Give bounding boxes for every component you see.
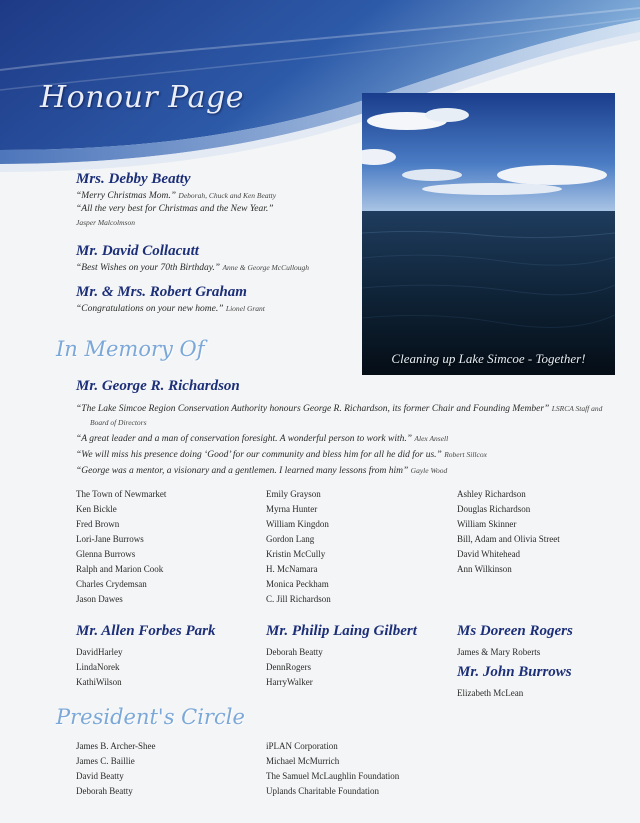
memorial-john-burrows [457, 663, 572, 701]
donor-name: KathiWilson [76, 677, 122, 687]
memorial-name: Ms Doreen Rogers [457, 623, 573, 639]
donor-name: Jason Dawes [76, 594, 123, 604]
donor-name: HarryWalker [266, 677, 313, 687]
memorial-allen-forbes-park [76, 622, 215, 690]
donor-name: Charles Crydemsan [76, 579, 147, 589]
message-text: “Best Wishes on your 70th Birthday.” [76, 263, 221, 273]
donor-name: The Town of Newmarket [76, 489, 167, 499]
donor-name: Elizabeth McLean [457, 688, 524, 698]
donor-name: Monica Peckham [266, 579, 329, 589]
presidents-circle-heading: President's Circle [56, 705, 245, 729]
donor-name: Ashley Richardson [457, 489, 526, 499]
quote-text: “We will miss his presence doing ‘Good’ for our community and bless him for all he did for us.” [76, 450, 442, 460]
donor-column-3 [457, 487, 560, 577]
quote-signature: Robert Sillcox [444, 450, 487, 459]
honoree-name: Mr. & Mrs. Robert Graham [76, 284, 247, 300]
message-signature: Lionel Grant [225, 304, 265, 313]
presidents-circle-column-2 [266, 739, 399, 799]
memorial-doreen-rogers [457, 622, 573, 660]
message-text: “All the very best for Christmas and the New Year.” [76, 204, 274, 214]
quote-signature: Gayle Wood [410, 466, 448, 475]
donor-name: Ralph and Marion Cook [76, 564, 164, 574]
donor-column-1 [76, 487, 166, 607]
message [76, 216, 276, 230]
honoree-name: Mr. David Collacutt [76, 243, 199, 259]
presidents-circle-column-1 [76, 739, 156, 799]
message [76, 302, 265, 316]
donor-name: DavidHarley [76, 647, 123, 657]
in-memory-heading: In Memory Of [56, 337, 205, 361]
quote-signature: LSRCA Staff and Board of Directors [90, 404, 603, 427]
donor-name: LindaNorek [76, 662, 120, 672]
donor-name: Fred Brown [76, 519, 120, 529]
donor-name: Gordon Lang [266, 534, 315, 544]
memoriam-quote [76, 432, 616, 446]
quote-signature: Alex Ansell [414, 434, 449, 443]
memoriam-name: Mr. George R. Richardson [76, 378, 240, 394]
memorial-name: Mr. Allen Forbes Park [76, 623, 216, 639]
donor-name: Lori-Jane Burrows [76, 534, 144, 544]
member-name: The Samuel McLaughlin Foundation [266, 771, 400, 781]
member-name: David Beatty [76, 771, 124, 781]
member-name: Michael McMurrich [266, 756, 340, 766]
donor-name: William Skinner [457, 519, 517, 529]
donor-name: DennRogers [266, 662, 311, 672]
message-text: “Congratulations on your new home.” [76, 304, 224, 314]
donor-list [266, 645, 417, 690]
memorial-name: Mr. Philip Laing Gilbert [266, 623, 417, 639]
message-signature: Anne & George McCullough [222, 263, 310, 272]
donor-name: C. Jill Richardson [266, 594, 331, 604]
donor-column-2 [266, 487, 331, 607]
honoree-name: Mrs. Debby Beatty [76, 171, 191, 187]
memoriam-quote [76, 448, 616, 462]
donor-name: James & Mary Roberts [457, 647, 541, 657]
quote-text: “A great leader and a man of conservation foresight. A wonderful person to work with.” [76, 434, 413, 444]
message [76, 189, 276, 203]
memoriam-quote [76, 402, 616, 430]
message-signature: Deborah, Chuck and Ken Beatty [178, 191, 277, 200]
photo-caption: Cleaning up Lake Simcoe - Together! [391, 351, 586, 366]
donor-name: Deborah Beatty [266, 647, 323, 657]
message-text: “Merry Christmas Mom.” [76, 191, 177, 201]
donor-name: Emily Grayson [266, 489, 321, 499]
donor-name: Ann Wilkinson [457, 564, 512, 574]
donor-name: Douglas Richardson [457, 504, 531, 514]
quote-text: “George was a mentor, a visionary and a gentlemen. I learned many lessons from him” [76, 466, 409, 476]
memorial-name: Mr. John Burrows [457, 664, 572, 680]
donor-name: Ken Bickle [76, 504, 117, 514]
member-name: James B. Archer-Shee [76, 741, 156, 751]
honoree-david-collacutt [76, 242, 309, 275]
donor-list [457, 686, 572, 701]
donor-list [457, 645, 573, 660]
honoree-debby-beatty [76, 170, 276, 230]
message [76, 203, 276, 216]
donor-list [76, 645, 215, 690]
donor-name: William Kingdon [266, 519, 329, 529]
message [76, 261, 309, 275]
member-name: Uplands Charitable Foundation [266, 786, 379, 796]
memorial-philip-laing-gilbert [266, 622, 417, 690]
donor-name: Glenna Burrows [76, 549, 136, 559]
honoree-robert-graham [76, 283, 265, 316]
page-title: Honour Page [40, 80, 244, 115]
donor-name: Kristin McCully [266, 549, 326, 559]
quote-text: “The Lake Simcoe Region Conservation Authority honours George R. Richardson, its former Chair and Founding Member” [76, 404, 550, 414]
donor-name: David Whitehead [457, 549, 521, 559]
memoriam-quote [76, 464, 616, 478]
donor-name: H. McNamara [266, 564, 318, 574]
memoriam-block [76, 377, 616, 480]
donor-name: Bill, Adam and Olivia Street [457, 534, 560, 544]
donor-name: Myrna Hunter [266, 504, 318, 514]
member-name: Deborah Beatty [76, 786, 133, 796]
member-name: iPLAN Corporation [266, 741, 338, 751]
member-name: James C. Baillie [76, 756, 135, 766]
message-signature: Jasper Malcolmson [76, 218, 135, 227]
lake-photo [362, 93, 615, 375]
